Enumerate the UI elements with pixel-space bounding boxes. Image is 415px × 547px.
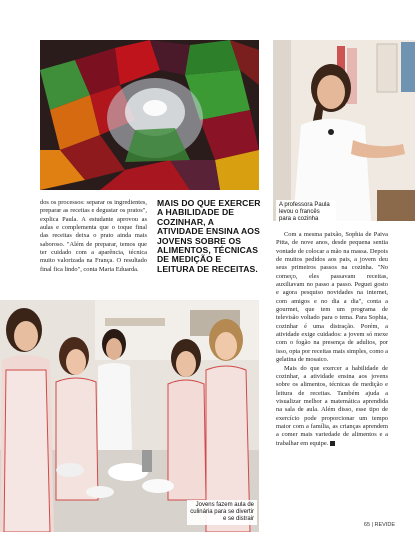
folio-separator: | <box>371 522 373 528</box>
teacher-photo <box>273 40 415 221</box>
pull-quote: MAIS DO QUE EXERCER A HABILIDADE DE COZINHAR, A ATIVIDADE ENSINA AOS JOVENS SOBRE OS ALIMENTOS, TÉCNICAS DE MEDIÇÃO E LEITURA DE RECEITAS. <box>157 198 261 274</box>
page-folio <box>364 522 395 528</box>
article-end-mark <box>330 441 335 446</box>
mosaic-jelly-image <box>40 40 259 190</box>
mosaic-jelly-photo <box>40 40 259 190</box>
right-column-paragraph-2-text: Mais do que exercer a habilidade de cozinhar, a atividade ensina aos jovens sobre os alimentos, técnicas de medição e leitura de receitas. Também ajuda a visualizar melhor a matemática aprendida na sala de aula. Além disso, esse tipo de exercício pode proporcionar um tempo maior com a família, as crianças aprendem a comer mais variedade de alimentos e a trabalhar em equipe. <box>276 364 388 447</box>
right-column-paragraph-1: Com a mesma paixão, Sophia de Paiva Pitta, de nove anos, desde pequena sentia vontade de colocar a mão na massa. Depois de muitos pedidos aos pais, a jovem deu seus primeiros passos na cozinha. "No começo, eles passavam receitas, auxiliavam no passo a passo. Peguei gosto e agora pesquiso novidades na internet, com amigos e no dia a dia", conta a gourmet, que tem um programa de televisão voltado para o tema. Para Sophia, cozinhar é uma distração. Porém, a atividade exige cuidados: a jovem só mexe com o fogão na presença de adultos, por isso, opta por receitas mais simples, como a gelatina de mosaico. <box>276 231 388 364</box>
kids-cooking-image <box>0 300 259 532</box>
teacher-image <box>273 40 415 221</box>
kids-cooking-photo <box>0 300 259 532</box>
right-column-paragraph-2 <box>276 365 388 448</box>
left-column-paragraph: dos os processos: separar os ingredientes, preparar as receitas e degustar os pratos", explica Paula. A estudante aprovou as aulas e complementa que o toque final das receitas deixa o prato ainda mais saboroso. "Além de preparar, temos que ter cuidado com a aparência, técnica muito valorizada na França. O resultado final fica lindo", conta Maria Eduarda. <box>40 199 147 273</box>
kids-caption-text: Jovens fazem aula de culinária para se divertir e se distrair <box>190 502 254 522</box>
kids-photo-caption <box>187 500 257 525</box>
teacher-caption-text: A professora Paula levou o francês para a cozinha <box>279 202 330 222</box>
teacher-photo-caption <box>276 200 336 225</box>
article-right-column <box>276 231 388 448</box>
magazine-name: REVIDE <box>374 522 395 528</box>
article-left-column <box>40 199 147 274</box>
page-number: 65 <box>363 522 371 528</box>
